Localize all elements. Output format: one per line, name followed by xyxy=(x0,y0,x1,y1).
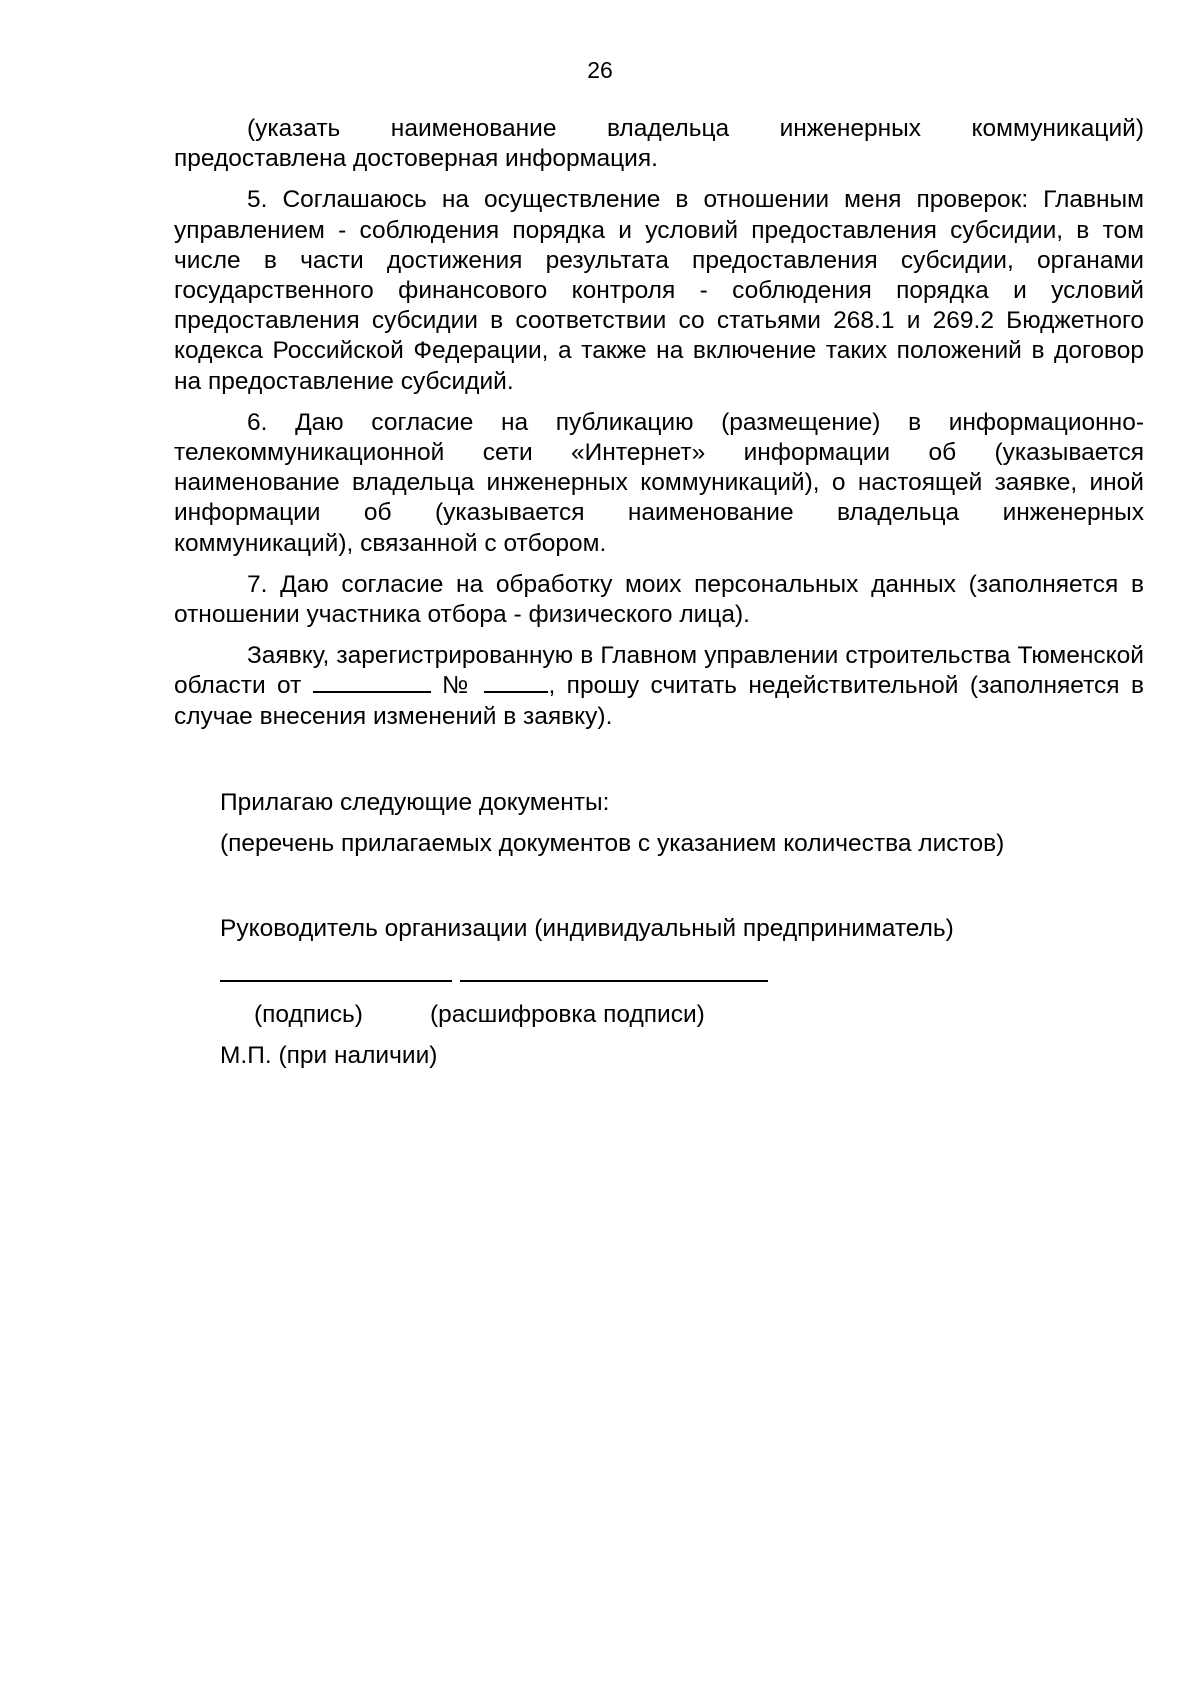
paragraph-application-invalidation xyxy=(174,641,1144,732)
invalidation-text-end: , прошу считать недействительной (заполняется в случае внесения изменений в заявку). xyxy=(174,672,1144,730)
signature-decode-caption: (расшифровка подписи) xyxy=(430,1001,705,1028)
page-number: 26 xyxy=(587,57,613,83)
signature-line xyxy=(220,980,452,982)
number-sign: № xyxy=(442,672,474,700)
paragraph-5-inspections: 5. Соглашаюсь на осуществление в отношении меня проверок: Главным управлением - соблюдения порядка и условий предоставления субсидии, в том числе в части достижения результата предоставления субсидии, органами государственного финансового контроля - соблюдения порядка и условий предоставления субсидии в соответствии со статьями 268.1 и 269.2 Бюджетного кодекса Российской Федерации, а также на включение таких положений в договор на предоставление субсидий. xyxy=(174,186,1144,395)
number-blank-field xyxy=(484,671,548,693)
paragraph-7-personal-data-consent: 7. Даю согласие на обработку моих персональных данных (заполняется в отношении участника отбора - физического лица). xyxy=(174,570,1144,629)
signature-decode-line xyxy=(460,980,768,982)
attachments-list-hint: (перечень прилагаемых документов с указанием количества листов) xyxy=(220,830,1005,857)
stamp-label: М.П. (при наличии) xyxy=(220,1042,438,1069)
signature-caption: (подпись) xyxy=(254,1001,363,1028)
paragraph-6-publication-consent: 6. Даю согласие на публикацию (размещение) в информационно-телекоммуникационной сети «Интернет» информации об (указывается наименование владельца инженерных коммуникаций), о настоящей заявке, иной информации об (указывается наименование владельца инженерных коммуникаций), связанной с отбором. xyxy=(174,408,1144,557)
paragraph-owner-info: (указать наименование владельца инженерных коммуникаций) предоставлена достоверная информация. xyxy=(174,115,1144,173)
invalidation-text-start: Заявку, зарегистрированную в Главном управлении строительства Тюменской области от xyxy=(174,642,1144,700)
document-body xyxy=(174,114,1144,743)
head-of-organization-label: Руководитель организации (индивидуальный предприниматель) xyxy=(220,915,954,942)
date-blank-field xyxy=(313,671,431,693)
attachments-heading: Прилагаю следующие документы: xyxy=(220,789,610,816)
